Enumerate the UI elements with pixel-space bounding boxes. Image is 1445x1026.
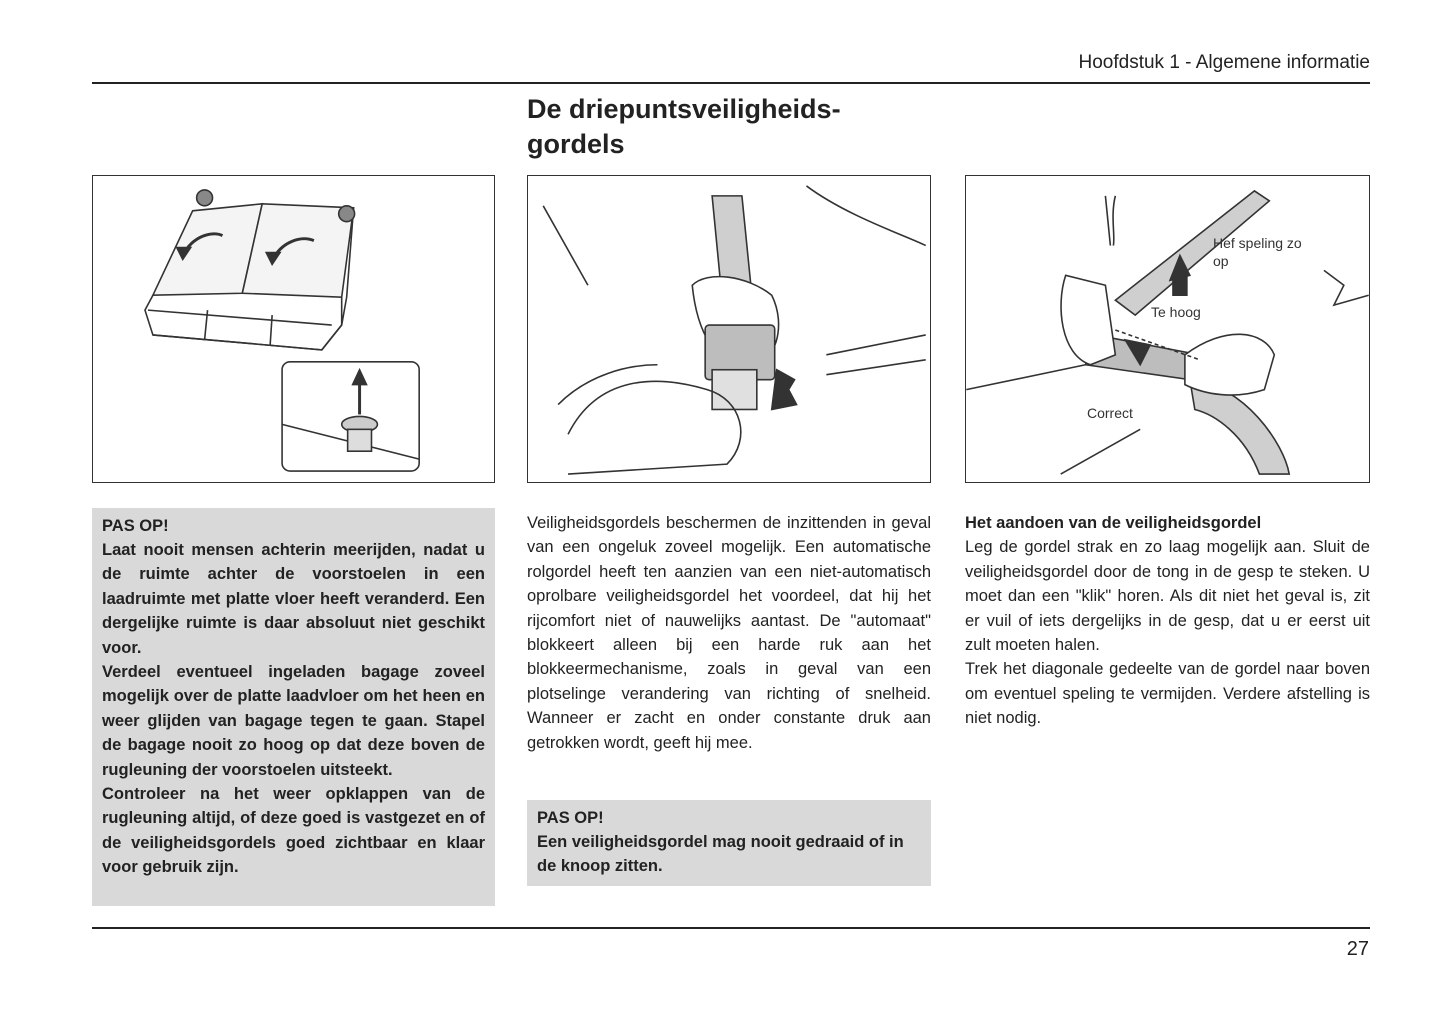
warning-text-middle: Een veiligheidsgordel mag nooit gedraaid of in de knoop zitten. bbox=[537, 833, 904, 876]
figure-rear-seat bbox=[92, 175, 495, 483]
warning-body bbox=[102, 538, 485, 880]
figure-buckle bbox=[527, 175, 931, 483]
right-paragraph-2: Trek het diagonale gedeelte van de gordel naar boven om eventuel speling te vermijden. Verdere afstelling is niet nodig. bbox=[965, 660, 1370, 728]
seatbelt-buckle-illustration bbox=[528, 176, 930, 482]
rear-seat-folding-illustration bbox=[93, 176, 494, 482]
warning-title: PAS OP! bbox=[102, 517, 169, 535]
header-rule bbox=[92, 82, 1370, 84]
label-correct: Correct bbox=[1087, 405, 1133, 421]
figure-lap-belt bbox=[965, 175, 1370, 483]
warning-paragraph: Controleer na het weer opklappen van de rugleuning altijd, of deze goed is vastgezet en of de veiligheidsgordels goed zichtbaar en klaar voor gebruik zijn. bbox=[102, 785, 485, 877]
right-paragraph-1: Leg de gordel strak en zo laag mogelijk aan. Sluit de veiligheidsgordel door de tong in de gesp te steken. U moet dan een "klik" horen. Als dit niet het geval is, zit er vuil of iets dergelijks in de gesp, dat u er eerst uit zult moeten halen. bbox=[965, 538, 1370, 655]
middle-paragraph: Veiligheidsgordels beschermen de inzittenden in geval van een ongeluk zoveel mogelijk. Een automatische rolgordel heeft ten aanzien van een niet-automatisch oprolbare veiligheidsgordel het voordeel, dat hij het rijcomfort niet of nauwelijks aantast. De "automaat" blokkeert alleen bij een harde ruk aan het blokkeermechanisme, zoals in geval van een plotselinge verandering van richting of snelheid. Wanneer er zacht en onder constante druk aan getrokken wordt, geeft hij mee. bbox=[527, 514, 931, 752]
page-title-line-1: De driepuntsveiligheids- bbox=[527, 94, 841, 124]
section-heading: Het aandoen van de veiligheidsgordel bbox=[965, 514, 1262, 532]
chapter-title: Hoofdstuk 1 - Algemene informatie bbox=[1078, 52, 1370, 73]
page-title bbox=[527, 92, 841, 162]
page-title-line-2: gordels bbox=[527, 129, 625, 159]
lap-belt-illustration bbox=[966, 176, 1369, 482]
footer-rule bbox=[92, 927, 1370, 929]
warning-box-middle bbox=[527, 800, 931, 886]
label-slack: Hef speling zo op bbox=[1213, 235, 1302, 269]
right-body-text bbox=[965, 511, 1370, 731]
warning-paragraph: Verdeel eventueel ingeladen bagage zoveel mogelijk over de platte laadvloer om het heen en weer glijden van bagage tegen te gaan. Stapel de bagage nooit zo hoog op dat deze boven de rugleuning der voorstoelen uitsteekt. bbox=[102, 663, 485, 779]
warning-paragraph: Laat nooit mensen achterin meerijden, nadat u de ruimte achter de voorstoelen in een laadruimte met platte vloer heeft veranderd. Een dergelijke ruimte is daar absoluut niet geschikt voor. bbox=[102, 541, 485, 657]
warning-title-middle: PAS OP! bbox=[537, 809, 604, 827]
middle-body-text bbox=[527, 511, 931, 755]
label-too-high: Te hoog bbox=[1151, 304, 1201, 320]
page-number: 27 bbox=[1346, 938, 1369, 960]
warning-box-left bbox=[92, 508, 495, 906]
